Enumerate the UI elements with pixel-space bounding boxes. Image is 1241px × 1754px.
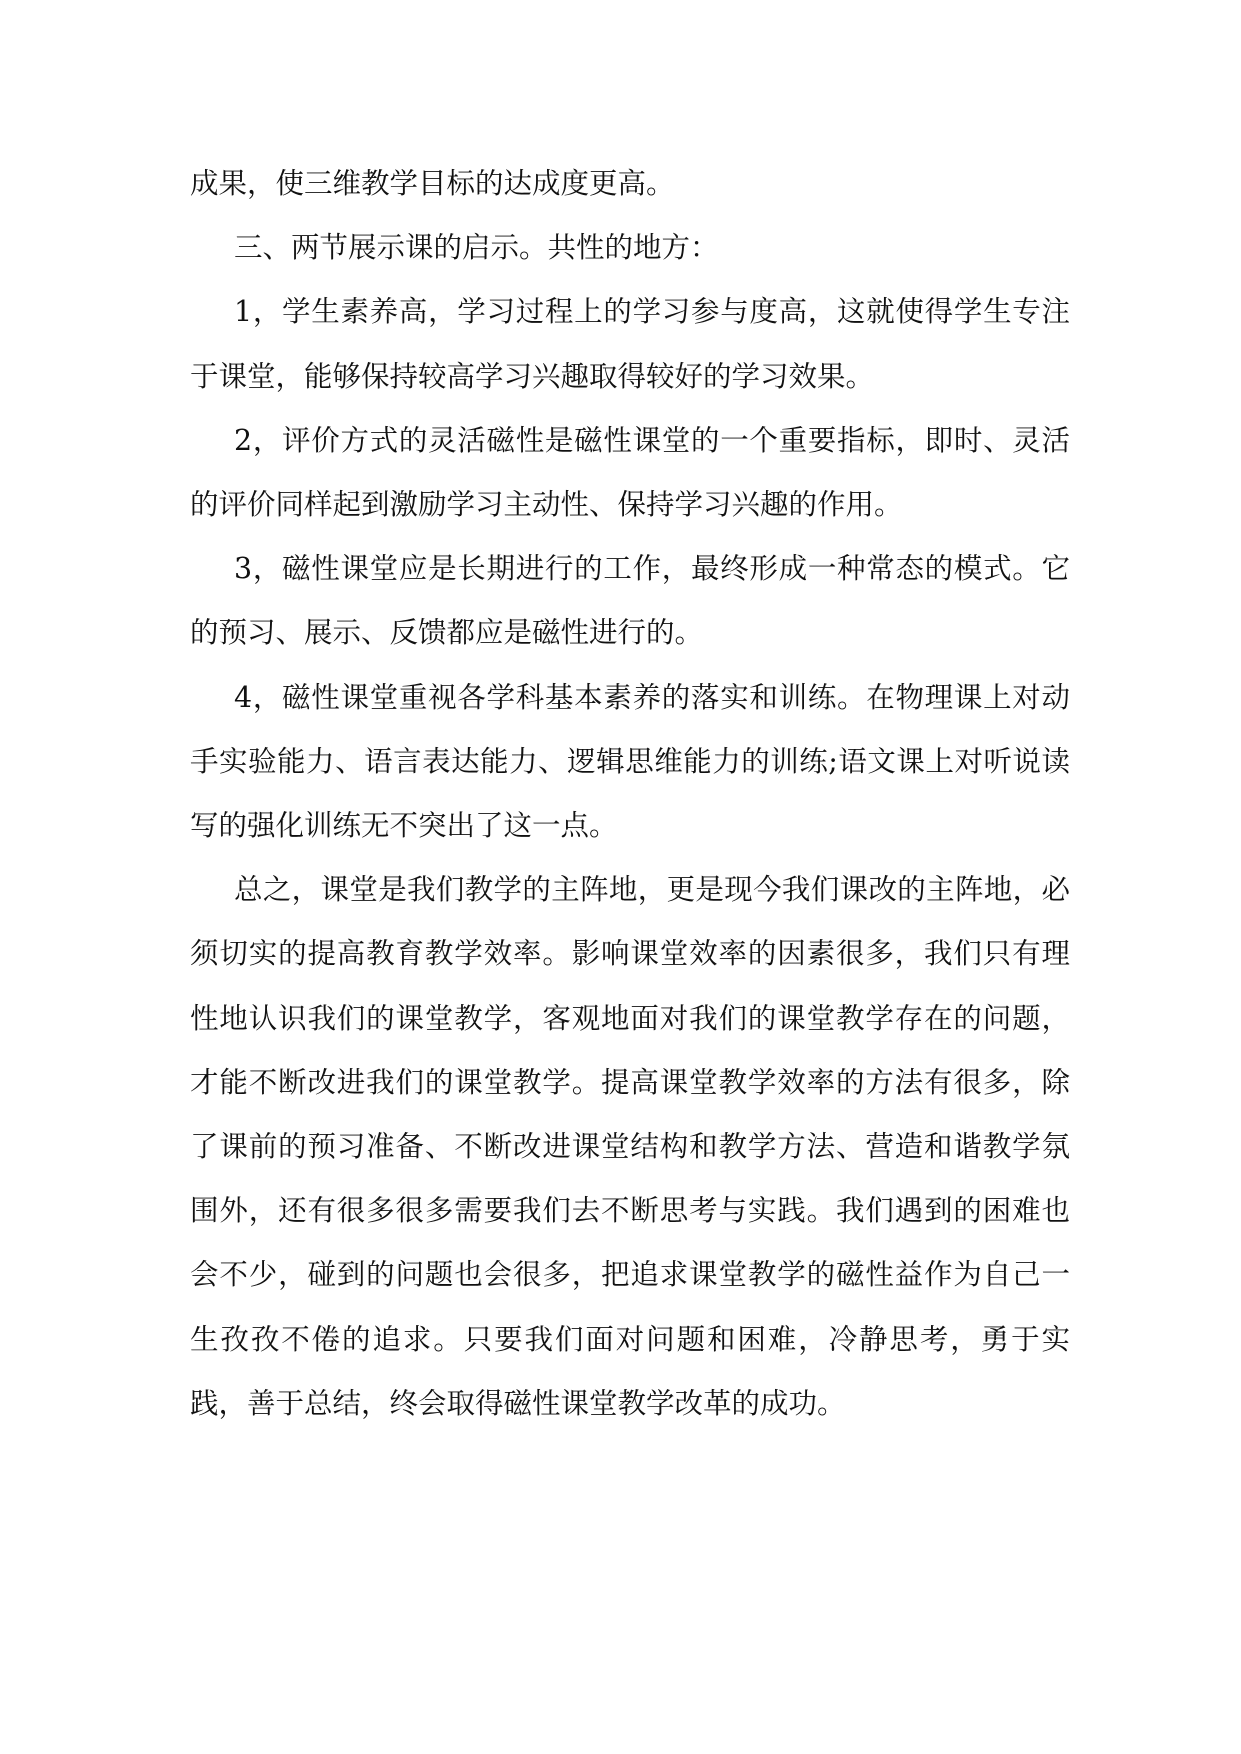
paragraph-conclusion: 总之，课堂是我们教学的主阵地，更是现今我们课改的主阵地，必须切实的提高教育教学效率。影响课堂效率的因素很多，我们只有理性地认识我们的课堂教学，客观地面对我们的课堂教学存在的问题，才能不断改进我们的课堂教学。提高课堂教学效率的方法有很多，除了课前的预习准备、不断改进课堂结构和教学方法、营造和谐教学氛围外，还有很多很多需要我们去不断思考与实践。我们遇到的困难也会不少，碰到的问题也会很多，把追求课堂教学的磁性益作为自己一生孜孜不倦的追求。只要我们面对问题和困难，冷静思考，勇于实践，善于总结，终会取得磁性课堂教学改革的成功。 <box>190 873 1070 1420</box>
paragraph-point-2: 2，评价方式的灵活磁性是磁性课堂的一个重要指标，即时、灵活的评价同样起到激励学习主动性、保持学习兴趣的作用。 <box>190 423 1070 522</box>
paragraph-section-heading: 三、两节展示课的启示。共性的地方： <box>234 231 719 265</box>
paragraph-point-1: 1，学生素养高，学习过程上的学习参与度高，这就使得学生专注于课堂，能够保持较高学习兴趣取得较好的学习效果。 <box>190 295 1070 393</box>
paragraph-point-3: 3，磁性课堂应是长期进行的工作，最终形成一种常态的模式。它的预习、展示、反馈都应是磁性进行的。 <box>190 552 1070 650</box>
paragraph-continuation: 成果，使三维教学目标的达成度更高。 <box>190 167 675 200</box>
document-body <box>190 152 1070 1436</box>
paragraph-point-4: 4，磁性课堂重视各学科基本素养的落实和训练。在物理课上对动手实验能力、语言表达能力、逻辑思维能力的训练;语文课上对听说读写的强化训练无不突出了这一点。 <box>190 680 1070 843</box>
